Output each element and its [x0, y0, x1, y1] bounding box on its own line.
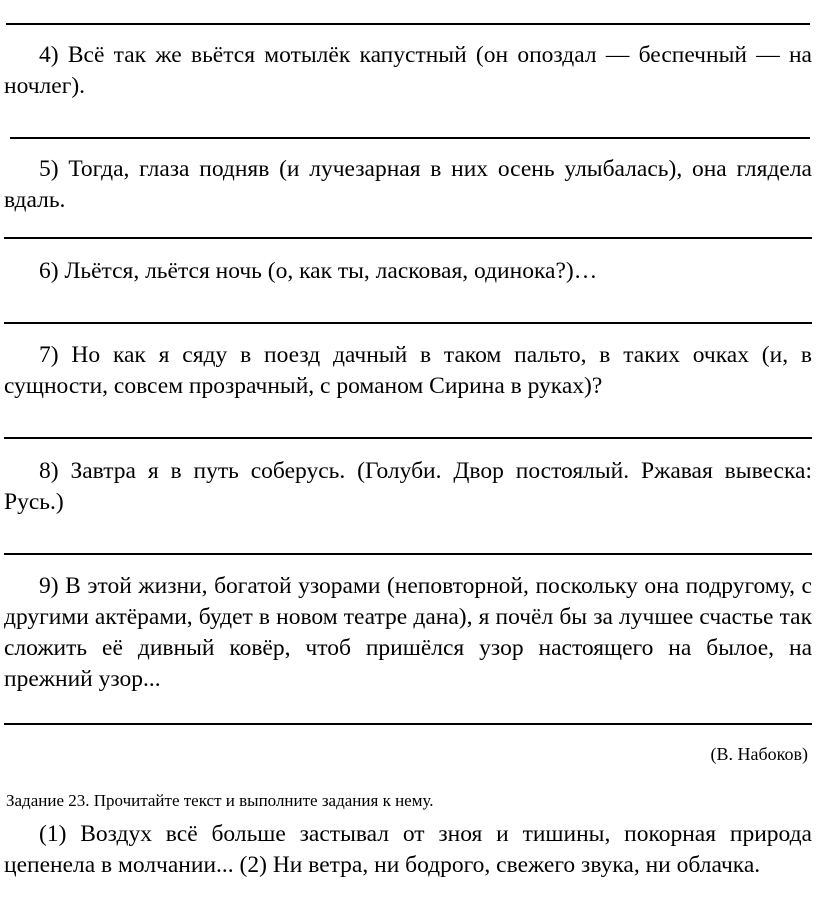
sentence-4: 4) Всё так же вьётся мотылёк капустный (он опоздал — беспечный — на ночлег).: [4, 42, 812, 99]
task-heading: Задание 23. Прочитайте текст и выполните задания к нему.: [6, 791, 434, 810]
answer-line: [6, 23, 810, 25]
answer-line: [4, 723, 812, 725]
answer-line: [4, 553, 812, 555]
answer-line: [4, 237, 812, 239]
answer-line: [4, 322, 812, 324]
sentence-8: 8) Завтра я в путь соберусь. (Голуби. Двор постоялый. Ржавая вывеска: Русь.): [4, 458, 812, 515]
task-text: (1) Воздух всё больше застывал от зноя и тишины, покорная природа цепенела в молчании... (2) Ни ветра, ни бодрого, свежего звука, ни облачка.: [4, 821, 812, 878]
sentence-7: 7) Но как я сяду в поезд дачный в таком пальто, в таких очках (и, в сущности, совсем прозрачный, с романом Сирина в руках)?: [4, 342, 812, 399]
sentence-5: 5) Тогда, глаза подняв (и лучезарная в них осень улыбалась), она глядела вдаль.: [4, 156, 812, 213]
answer-line: [10, 137, 810, 139]
sentence-6: 6) Льётся, льётся ночь (о, как ты, ласковая, одинока?)…: [39, 258, 598, 284]
sentence-9: 9) В этой жизни, богатой узорами (неповторной, поскольку она подругому, с другими актёрами, будет в новом театре дана), я почёл бы за лучшее счастье так сложить её дивный ковёр, чтоб пришёлся узор настоящего на былое, на прежний узор...: [4, 573, 812, 692]
answer-line: [4, 437, 812, 439]
author-attribution: (В. Набоков): [710, 744, 808, 764]
